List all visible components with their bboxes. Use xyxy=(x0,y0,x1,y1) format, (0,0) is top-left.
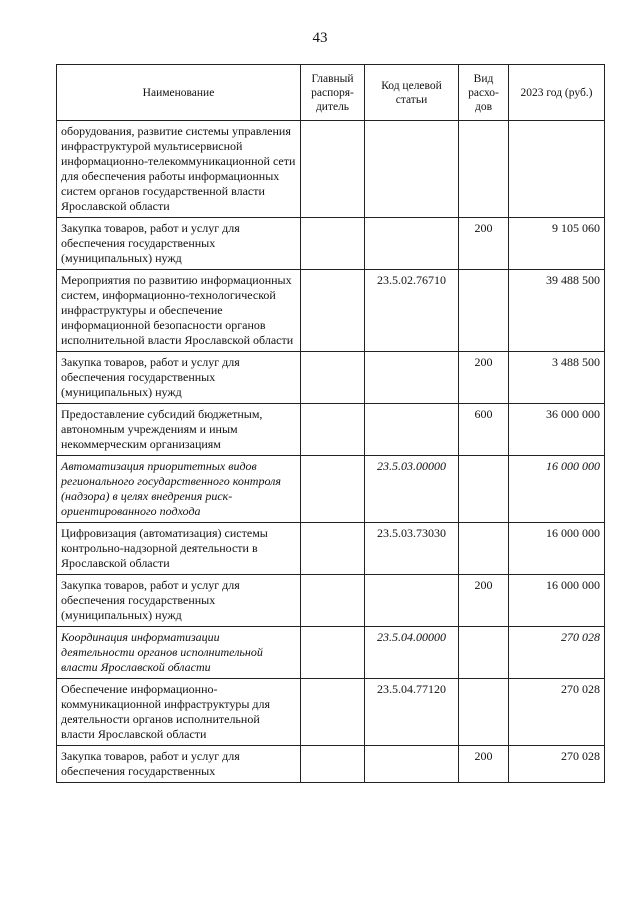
code-cell: 23.5.04.77120 xyxy=(365,679,459,746)
code-cell xyxy=(365,352,459,404)
table-row xyxy=(57,523,605,575)
budget-table xyxy=(56,64,605,783)
kind-cell xyxy=(459,270,509,352)
grantor-cell xyxy=(301,121,365,218)
amount-cell: 16 000 000 xyxy=(509,523,605,575)
table-row xyxy=(57,270,605,352)
header-kind: Вид расхо-дов xyxy=(459,65,509,121)
code-cell xyxy=(365,575,459,627)
name-cell: Предоставление субсидий бюджетным, автономным учреждениям и иным некоммерческим организациям xyxy=(57,404,301,456)
kind-cell: 200 xyxy=(459,352,509,404)
grantor-cell xyxy=(301,575,365,627)
amount-cell: 16 000 000 xyxy=(509,575,605,627)
name-cell: Закупка товаров, работ и услуг для обеспечения государственных (муниципальных) нужд xyxy=(57,575,301,627)
table-row xyxy=(57,746,605,783)
grantor-cell xyxy=(301,218,365,270)
amount-cell: 39 488 500 xyxy=(509,270,605,352)
name-cell: Цифровизация (автоматизация) системы контрольно-надзорной деятельности в Ярославской области xyxy=(57,523,301,575)
code-cell: 23.5.02.76710 xyxy=(365,270,459,352)
header-name: Наименование xyxy=(57,65,301,121)
amount-cell: 3 488 500 xyxy=(509,352,605,404)
name-cell: оборудования, развитие системы управления инфраструктурой мультисервисной информационно-телекоммуникационной сети для обеспечения работы информационных систем органов государственной власти Ярославской области xyxy=(57,121,301,218)
kind-cell: 600 xyxy=(459,404,509,456)
amount-cell: 270 028 xyxy=(509,679,605,746)
grantor-cell xyxy=(301,352,365,404)
grantor-cell xyxy=(301,456,365,523)
amount-cell: 270 028 xyxy=(509,746,605,783)
table-row xyxy=(57,456,605,523)
table-row xyxy=(57,352,605,404)
kind-cell xyxy=(459,679,509,746)
header-amount: 2023 год (руб.) xyxy=(509,65,605,121)
amount-cell: 9 105 060 xyxy=(509,218,605,270)
table-row xyxy=(57,404,605,456)
name-cell: Закупка товаров, работ и услуг для обеспечения государственных (муниципальных) нужд xyxy=(57,352,301,404)
code-cell xyxy=(365,121,459,218)
grantor-cell xyxy=(301,679,365,746)
amount-cell: 36 000 000 xyxy=(509,404,605,456)
kind-cell xyxy=(459,456,509,523)
code-cell: 23.5.03.00000 xyxy=(365,456,459,523)
code-cell xyxy=(365,218,459,270)
kind-cell xyxy=(459,523,509,575)
grantor-cell xyxy=(301,627,365,679)
header-grantor: Главный распоря-дитель xyxy=(301,65,365,121)
grantor-cell xyxy=(301,523,365,575)
grantor-cell xyxy=(301,746,365,783)
amount-cell: 16 000 000 xyxy=(509,456,605,523)
grantor-cell xyxy=(301,270,365,352)
header-code: Код целевой статьи xyxy=(365,65,459,121)
name-cell: Мероприятия по развитию информационных систем, информационно-технологической инфраструктуры и обеспечение информационной безопасности органов исполнительной власти Ярославской области xyxy=(57,270,301,352)
table-row xyxy=(57,218,605,270)
kind-cell: 200 xyxy=(459,746,509,783)
name-cell: Координация информатизации деятельности органов исполнительной власти Ярославской области xyxy=(57,627,301,679)
kind-cell: 200 xyxy=(459,218,509,270)
grantor-cell xyxy=(301,404,365,456)
page-number: 43 xyxy=(312,30,328,46)
name-cell: Обеспечение информационно-коммуникационной инфраструктуры для деятельности органов исполнительной власти Ярославской области xyxy=(57,679,301,746)
kind-cell xyxy=(459,121,509,218)
kind-cell xyxy=(459,627,509,679)
table-row xyxy=(57,121,605,218)
code-cell xyxy=(365,746,459,783)
name-cell: Автоматизация приоритетных видов регионального государственного контроля (надзора) в целях внедрения риск-ориентированного подхода xyxy=(57,456,301,523)
name-cell: Закупка товаров, работ и услуг для обеспечения государственных xyxy=(57,746,301,783)
code-cell xyxy=(365,404,459,456)
code-cell: 23.5.03.73030 xyxy=(365,523,459,575)
amount-cell xyxy=(509,121,605,218)
table-row xyxy=(57,575,605,627)
amount-cell: 270 028 xyxy=(509,627,605,679)
code-cell: 23.5.04.00000 xyxy=(365,627,459,679)
table-row xyxy=(57,627,605,679)
table-header-row xyxy=(57,65,605,121)
kind-cell: 200 xyxy=(459,575,509,627)
table-row xyxy=(57,679,605,746)
name-cell: Закупка товаров, работ и услуг для обеспечения государственных (муниципальных) нужд xyxy=(57,218,301,270)
